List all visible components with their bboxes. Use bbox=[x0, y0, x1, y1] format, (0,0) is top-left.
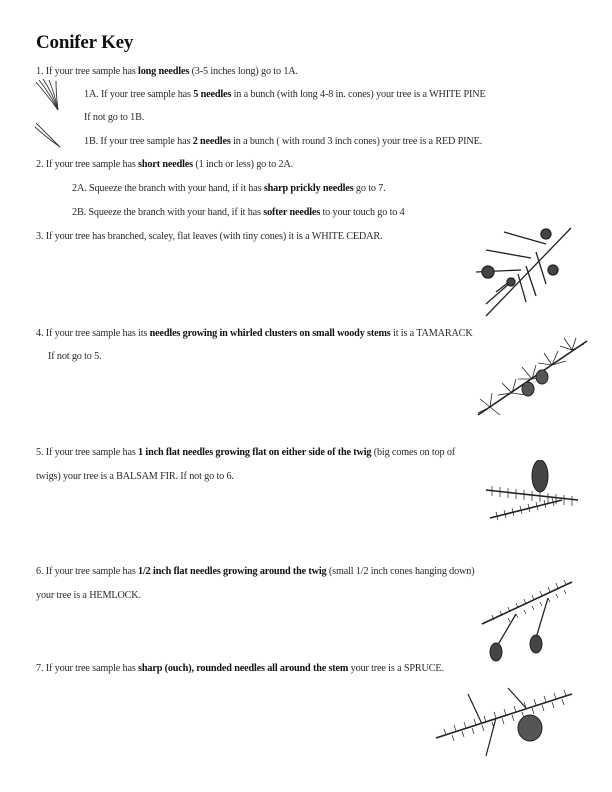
step-7-text-end: your tree is a SPRUCE. bbox=[348, 663, 444, 674]
step-6-keyword: 1/2 inch flat needles growing around the twig bbox=[138, 566, 327, 577]
step-2-keyword: short needles bbox=[138, 159, 193, 170]
step-1a-continued: If not go to 1B. bbox=[84, 112, 145, 123]
step-1-keyword: long needles bbox=[138, 66, 190, 77]
step-5-keyword: 1 inch flat needles growing flat on either side of the twig bbox=[138, 447, 372, 458]
hemlock-branch-icon bbox=[476, 578, 576, 664]
step-2a bbox=[72, 183, 386, 194]
step-2-text-end: (1 inch or less) go to 2A. bbox=[192, 159, 294, 170]
step-4-text: 4. If your tree sample has its bbox=[36, 328, 150, 339]
step-2-text: 2. If your tree sample has bbox=[36, 159, 139, 170]
step-5-text: 5. If your tree sample has bbox=[36, 447, 139, 458]
step-1a bbox=[84, 89, 486, 100]
tamarack-branch-icon bbox=[472, 335, 592, 421]
step-6 bbox=[36, 566, 474, 577]
step-1b-keyword: 2 needles bbox=[192, 136, 231, 147]
white-cedar-branch-icon bbox=[466, 222, 576, 318]
step-4-continued: If not go to 5. bbox=[48, 351, 102, 362]
step-7-keyword: sharp (ouch), rounded needles all around the stem bbox=[138, 663, 349, 674]
step-2b bbox=[72, 207, 405, 218]
step-1b-text-end: in a bunch ( with round 3 inch cones) your tree is a RED PINE. bbox=[230, 136, 483, 147]
step-7-text: 7. If your tree sample has bbox=[36, 663, 139, 674]
step-1 bbox=[36, 66, 298, 77]
step-4-keyword: needles growing in whirled clusters on small woody stems bbox=[149, 328, 391, 339]
step-6-text-end: (small 1/2 inch cones hanging down) bbox=[326, 566, 475, 577]
step-1b-text: 1B. If your tree sample has bbox=[84, 136, 193, 147]
step-3: 3. If your tree has branched, scaley, flat leaves (with tiny cones) it is a WHITE CEDAR. bbox=[36, 231, 383, 242]
step-5 bbox=[36, 447, 455, 458]
step-5-text-end: (big comes on top of bbox=[371, 447, 456, 458]
spruce-branch-icon bbox=[426, 684, 576, 760]
step-6-continued: your tree is a HEMLOCK. bbox=[36, 590, 141, 601]
step-4-text-end: it is a TAMARACK bbox=[390, 328, 473, 339]
step-1a-text-end: in a bunch (with long 4-8 in. cones) your tree is a WHITE PINE bbox=[231, 89, 486, 100]
step-6-text: 6. If your tree sample has bbox=[36, 566, 139, 577]
step-1-text-end: (3-5 inches long) go to 1A. bbox=[189, 66, 298, 77]
step-2a-keyword: sharp prickly needles bbox=[263, 183, 354, 194]
step-1-text: 1. If your tree sample has bbox=[36, 66, 139, 77]
step-2a-text: 2A. Squeeze the branch with your hand, if it has bbox=[72, 183, 264, 194]
page-title: Conifer Key bbox=[36, 32, 134, 53]
step-1b bbox=[84, 136, 482, 147]
step-2b-text-end: to your touch go to 4 bbox=[320, 207, 405, 218]
step-2b-keyword: softer needles bbox=[263, 207, 321, 218]
step-2b-text: 2B. Squeeze the branch with your hand, if it has bbox=[72, 207, 264, 218]
step-1a-keyword: 5 needles bbox=[193, 89, 232, 100]
step-5-continued: twigs) your tree is a BALSAM FIR. If not go to 6. bbox=[36, 471, 234, 482]
white-pine-needles-icon bbox=[34, 78, 62, 114]
step-2a-text-end: go to 7. bbox=[353, 183, 386, 194]
red-pine-needles-icon bbox=[34, 121, 62, 149]
step-2 bbox=[36, 159, 293, 170]
step-4 bbox=[36, 328, 473, 339]
step-7 bbox=[36, 663, 444, 674]
step-1a-text: 1A. If your tree sample has bbox=[84, 89, 194, 100]
balsam-fir-branch-icon bbox=[482, 460, 582, 526]
